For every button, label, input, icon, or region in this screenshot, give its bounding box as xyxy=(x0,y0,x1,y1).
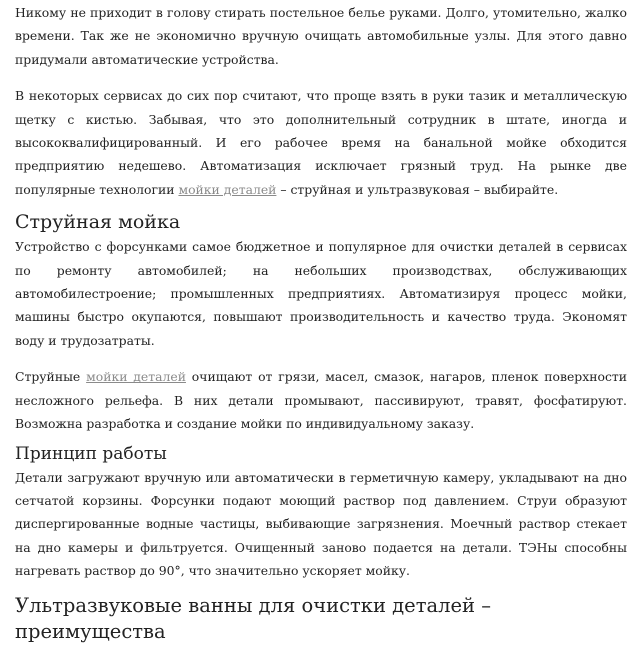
link-parts-washers[interactable]: мойки деталей xyxy=(178,181,277,197)
heading-ultrasonic-baths: Ультразвуковые ванны для очистки деталей – преимущества xyxy=(15,593,492,643)
paragraph-principle: Детали загружают вручную или автоматически в герметичную камеру, укладывают на дно сетчатой корзины. Форсунки подают моющий раствор под давлением. Струи образуют диспергированные водные частицы, выбивающие загрязнения. Моечный раствор стекает на дно камеры и фильтруется. Очищенный заново подается на детали. ТЭНы способны нагревать раствор до 90°, что значительно ускоряет мойку. xyxy=(15,469,627,579)
link-parts-washers-2[interactable]: мойки деталей xyxy=(86,369,186,385)
paragraph-jet-cleaning-lead: Струйные xyxy=(15,369,87,385)
article-body xyxy=(15,0,627,645)
paragraph-services-text: В некоторых сервисах до сих пор считают, что проще взять в руки тазик и металлическую щетку с кистью. Забывая, что это дополнительный сотрудник в штате, иногда и высококвалифицированный. И его рабочее время на банальной мойке обходится предприятию недешево. Автоматизация исключает грязный труд. На рынке две популярные технологии xyxy=(15,88,627,197)
heading-jet-washing: Струйная мойка xyxy=(15,211,181,234)
paragraph-intro: Никому не приходит в голову стирать постельное белье руками. Долго, утомительно, жалко времени. Так же не экономично вручную очищать автомобильные узлы. Для этого давно придумали автоматические устройства. xyxy=(15,5,627,67)
heading-operating-principle: Принцип работы xyxy=(15,443,167,464)
paragraph-jet-cleaning-tail: очищают от грязи, масел, смазок, нагаров, пленок поверхности несложного рельефа. В них детали промывают, пассивируют, травят, фосфатируют. Возможна разработка и создание мойки по индивидуальному заказу. xyxy=(15,369,627,432)
paragraph-services-tail: – струйная и ультразвуковая – выбирайте. xyxy=(276,181,559,197)
paragraph-jet-cleaning xyxy=(15,365,627,435)
paragraph-services xyxy=(15,84,627,201)
paragraph-jet-device: Устройство с форсунками самое бюджетное и популярное для очистки деталей в сервисах по ремонту автомобилей; на небольших производствах, обслуживающих автомобилестроение; промышленных предприятиях. Автоматизируя процесс мойки, машины быстро окупаются, повышают производительность и качество труда. Экономят воду и трудозатраты. xyxy=(15,239,627,348)
